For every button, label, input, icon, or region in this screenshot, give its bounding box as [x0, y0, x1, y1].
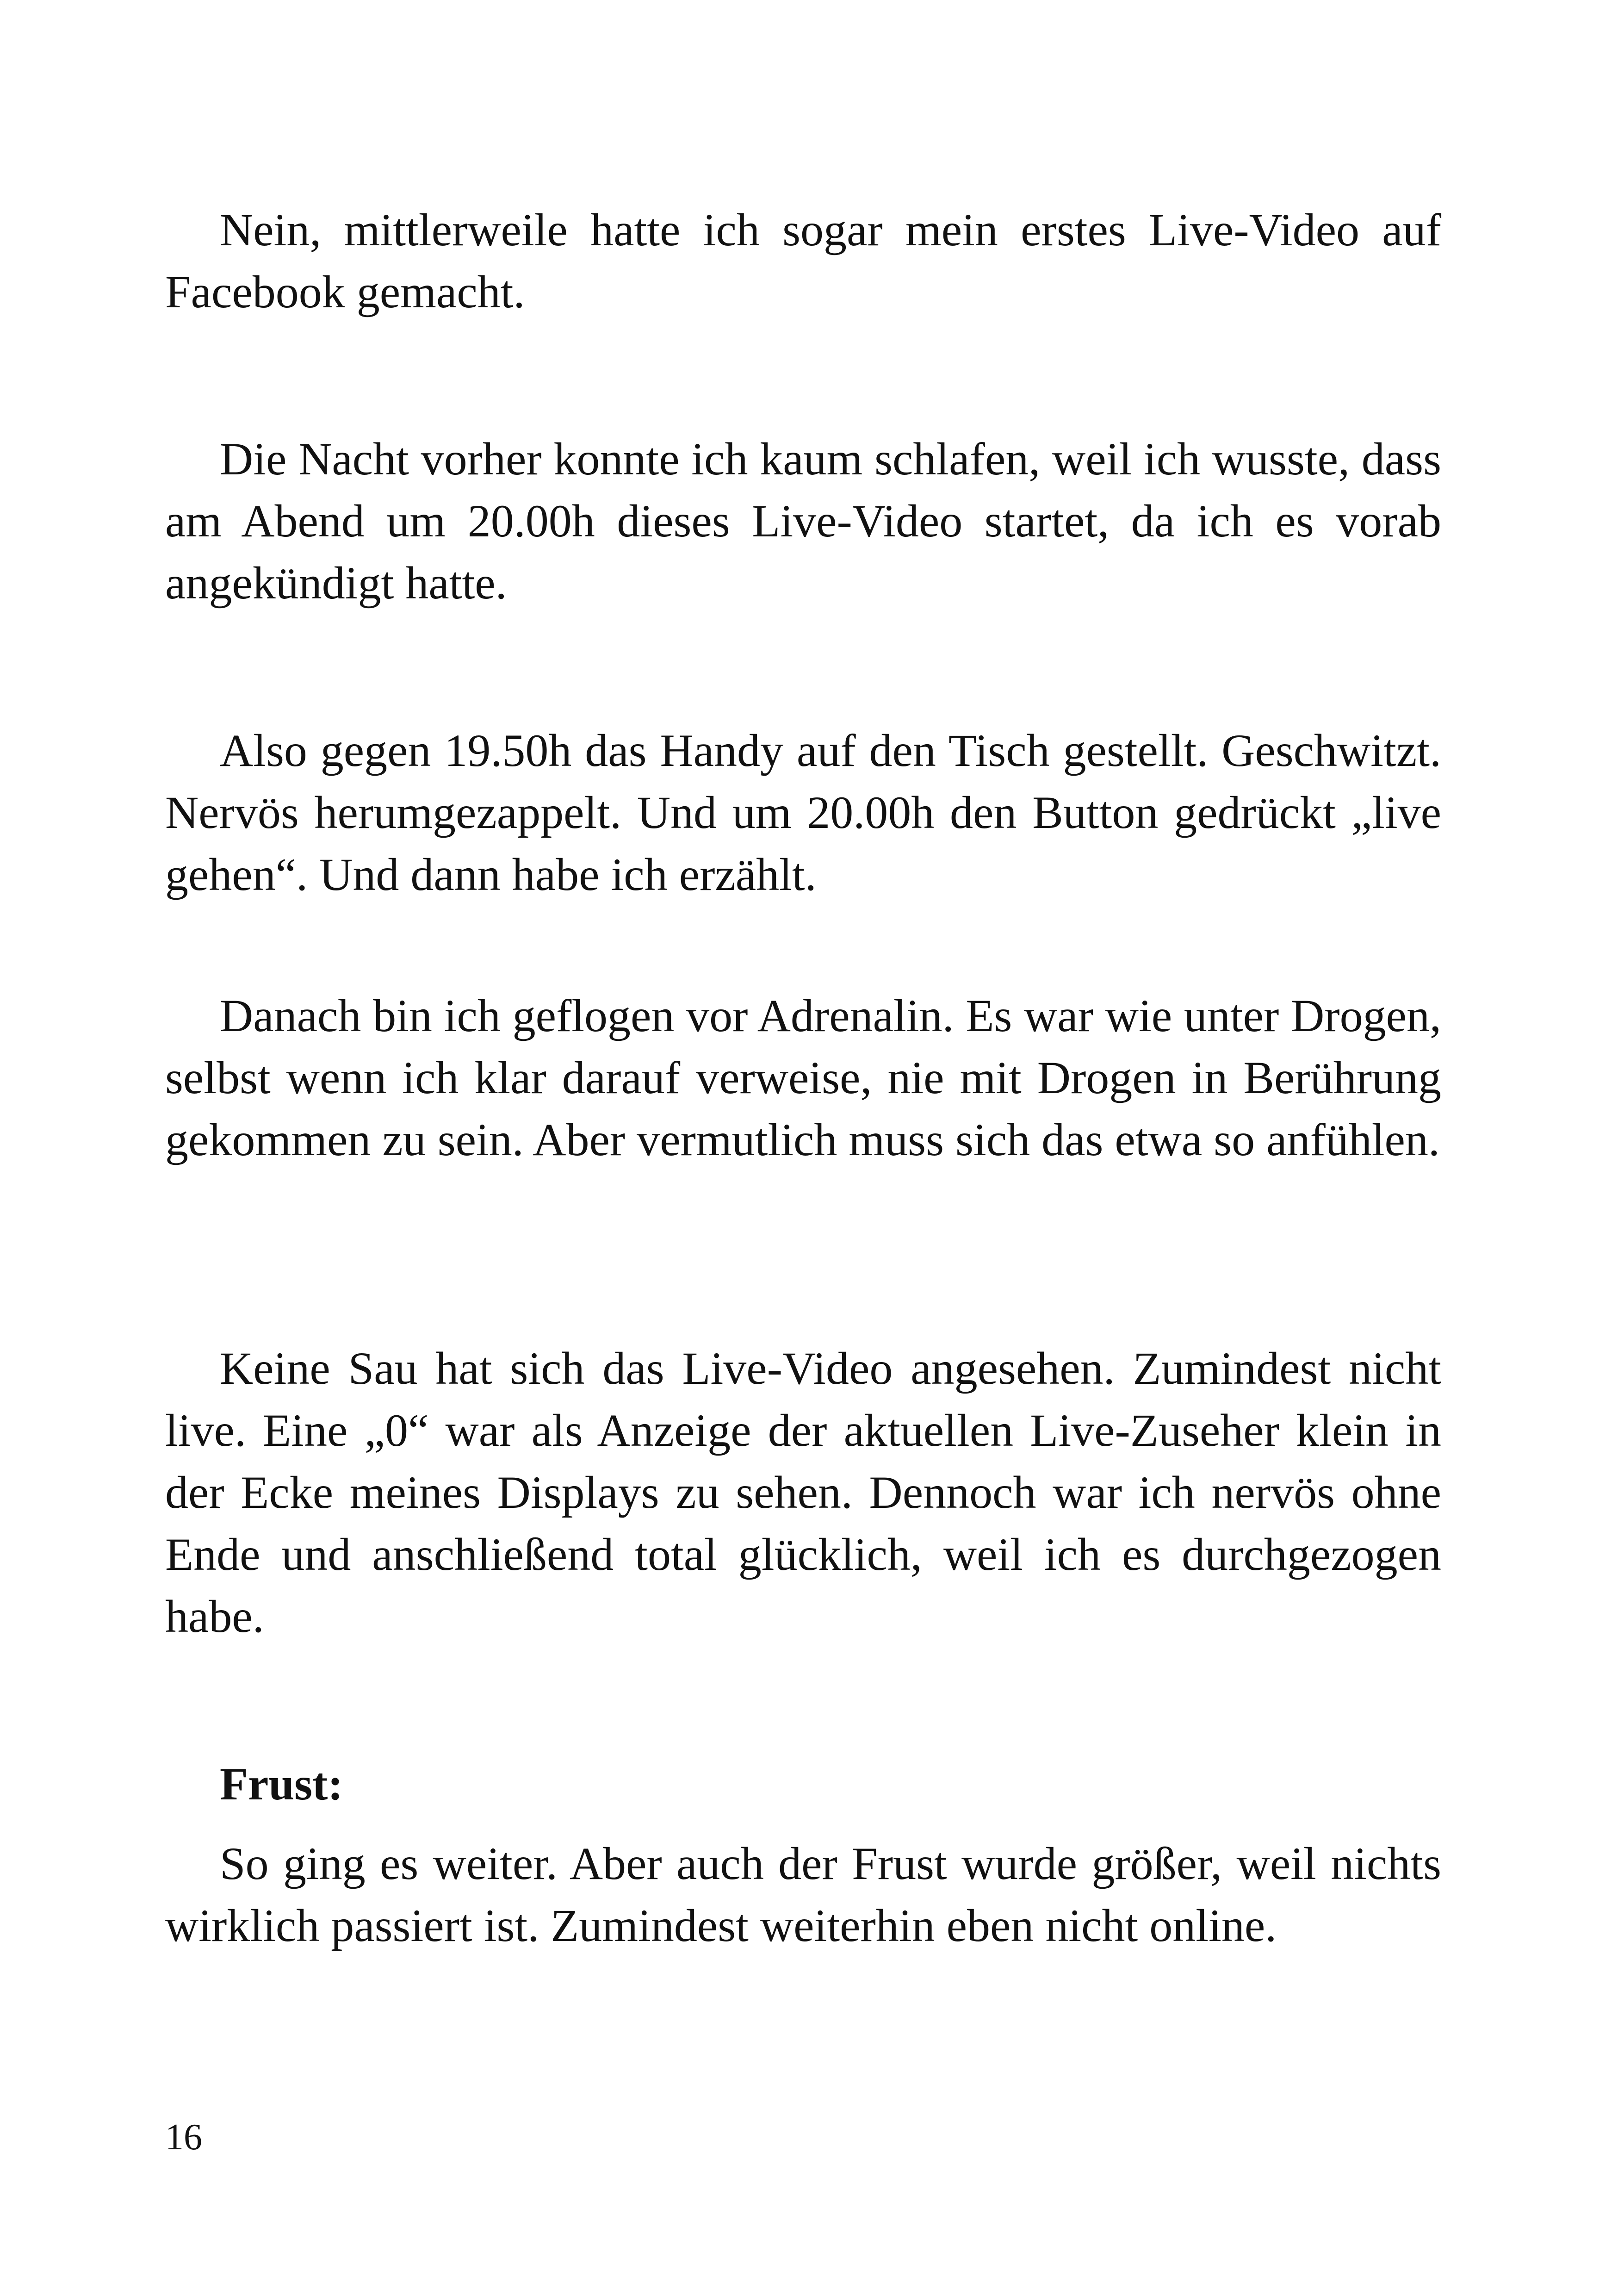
- paragraph-no-viewers: [165, 1338, 1441, 1648]
- paragraph-text: Danach bin ich geflogen vor Adrenalin. Es war wie unter Drogen, selbst wenn ich klar darauf verweise, nie mit Drogen in Berührung gekommen zu sein. Aber vermutlich muss sich das etwa so anfühlen.: [165, 990, 1441, 1165]
- paragraph-text: So ging es weiter. Aber auch der Frust wurde größer, weil nichts wirklich passiert ist. Zumindest weiterhin eben nicht online.: [165, 1838, 1441, 1951]
- section-heading-frust: Frust:: [220, 1758, 343, 1810]
- paragraph-text: Keine Sau hat sich das Live-Video angesehen. Zumindest nicht live. Eine „0“ war als Anzeige der aktuellen Live-Zuseher klein in der Ecke meines Displays zu sehen. Dennoch war ich nervös ohne Ende und anschließend total glücklich, weil ich es durchgezogen habe.: [165, 1343, 1441, 1642]
- paragraph-text: Die Nacht vorher konnte ich kaum schlafen, weil ich wusste, dass am Abend um 20.00h dieses Live-Video startet, da ich es vorab angekündigt hatte.: [165, 433, 1441, 609]
- paragraph-text: Nein, mittlerweile hatte ich sogar mein erstes Live-Video auf Facebook gemacht.: [165, 204, 1441, 317]
- paragraph-live-video: [165, 199, 1441, 323]
- paragraph-text: Also gegen 19.50h das Handy auf den Tisch gestellt. Geschwitzt. Nervös herumgezappelt. Und um 20.00h den Button gedrückt „live gehen“. Und dann habe ich erzählt.: [165, 725, 1441, 900]
- paragraph-night-before: [165, 428, 1441, 614]
- paragraph-adrenalin: [165, 985, 1441, 1171]
- page-number: 16: [165, 2117, 202, 2158]
- paragraph-going-live: [165, 720, 1441, 906]
- paragraph-frust: [165, 1833, 1441, 1957]
